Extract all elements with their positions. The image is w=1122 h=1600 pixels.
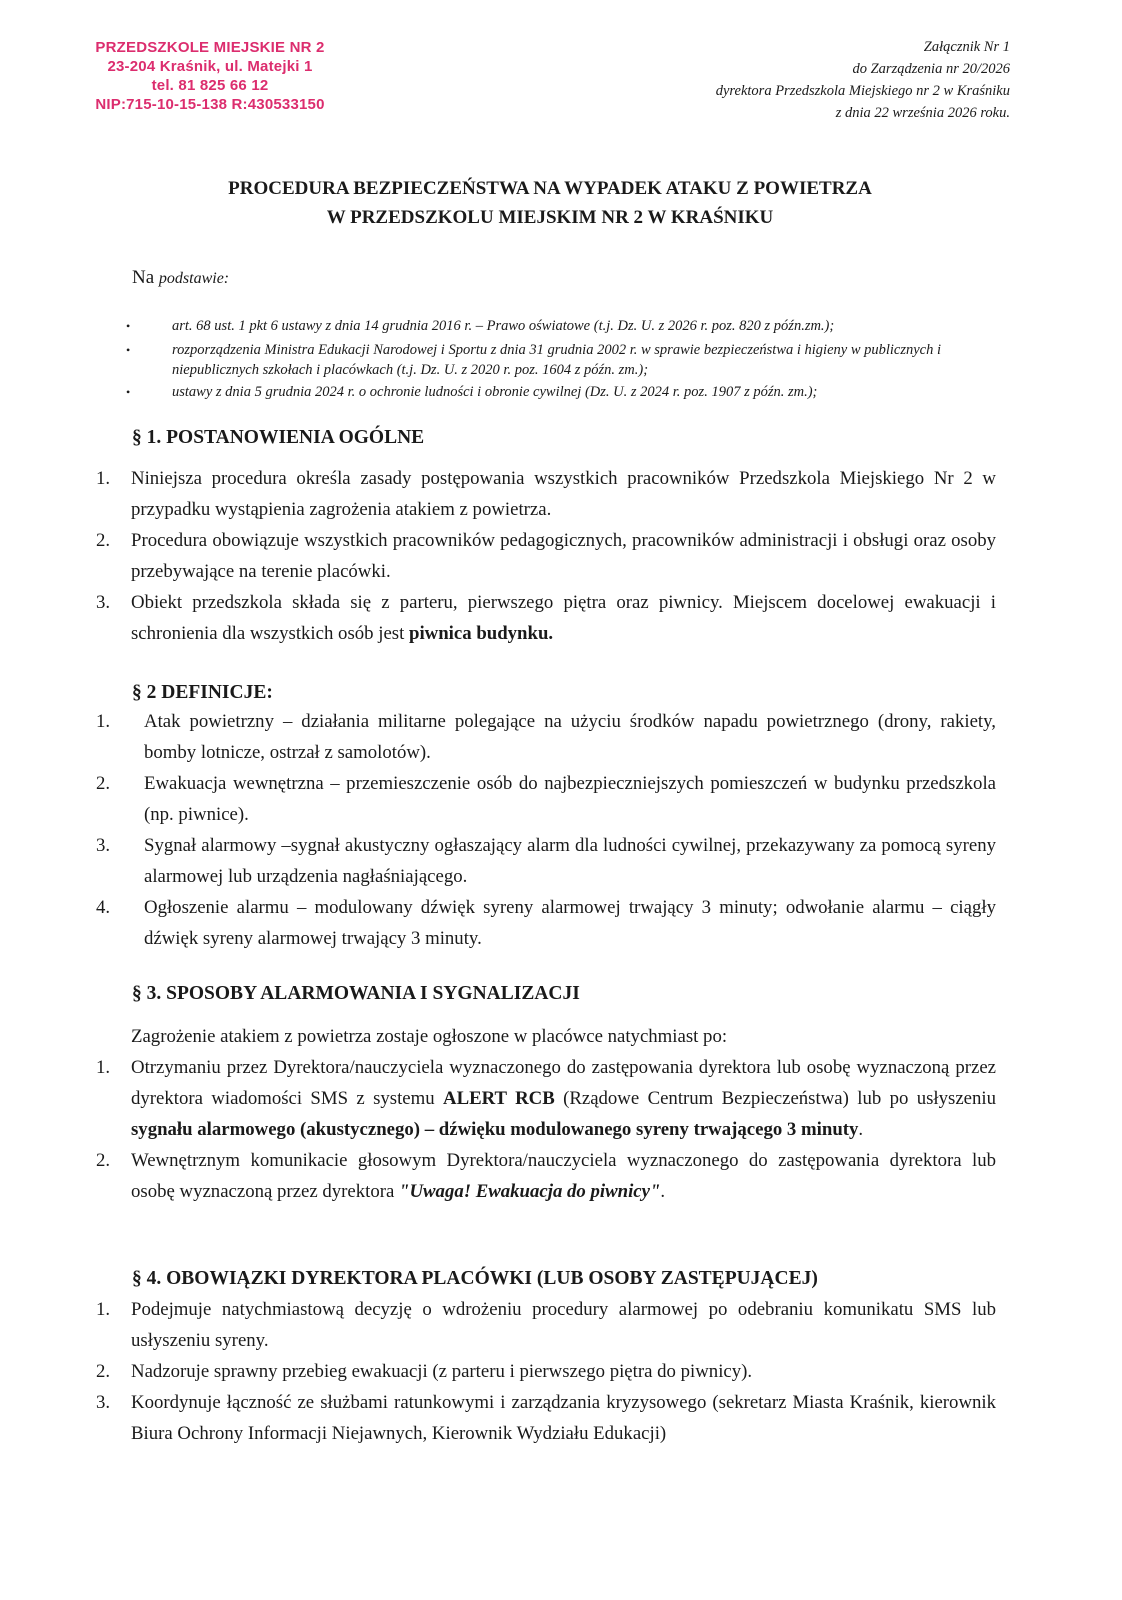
list-item — [96, 463, 996, 525]
list-item — [96, 1294, 996, 1356]
text-run: . — [858, 1119, 864, 1140]
item-number: 1. — [96, 1057, 111, 1078]
text-run: (Rządowe Centrum Bezpieczeństwa) lub po usłyszeniu — [554, 1088, 997, 1109]
item-number: 3. — [96, 835, 111, 856]
section-2-heading: § 2 DEFINICJE: — [132, 682, 273, 703]
item-number: 2. — [96, 773, 111, 794]
section-4-list — [96, 1294, 996, 1449]
list-item-text: Atak powietrzny – działania militarne polegające na użyciu środków napadu powietrznego (drony, rakiety, bomby lotnicze, ostrzał z samolotów). — [144, 711, 996, 763]
institution-stamp — [80, 38, 340, 114]
section-2-list — [96, 706, 996, 954]
annex-line: Załącznik Nr 1 — [923, 39, 1010, 55]
bold-text: sygnału alarmowego (akustycznego) – dźwięku modulowanego syreny trwającego 3 minuty — [131, 1119, 859, 1140]
legal-basis-label — [132, 267, 229, 289]
item-number: 4. — [96, 897, 111, 918]
stamp-line: PRZEDSZKOLE MIEJSKIE NR 2 — [95, 39, 325, 56]
list-item — [96, 1387, 996, 1449]
list-item — [96, 525, 996, 587]
section-3-list — [96, 1052, 996, 1207]
text-run: Otrzymaniu przez Dyrektora/nauczyciela wyznaczonego do zastępowania dyrektora lub osobę wyznaczoną przez dyrektora wiadomości SMS z systemu — [131, 1057, 996, 1109]
item-number: 2. — [96, 530, 111, 551]
stamp-line: NIP:715-10-15-138 R:430533150 — [95, 96, 325, 113]
bullet-marker: • — [126, 385, 131, 399]
list-item-text: Procedura obowiązuje wszystkich pracowników pedagogicznych, pracowników administracji i obsługi oraz osoby przebywające na terenie placówki. — [131, 530, 996, 582]
list-item-text: Ogłoszenie alarmu – modulowany dźwięk syreny alarmowej trwający 3 minuty; odwołanie alarmu – ciągły dźwięk syreny alarmowej trwający 3 minuty. — [144, 897, 996, 949]
title-line: W PRZEDSZKOLU MIEJSKIM NR 2 W KRAŚNIKU — [326, 207, 774, 228]
annex-note — [590, 36, 1010, 124]
bold-text: ALERT RCB — [443, 1088, 555, 1109]
list-item — [96, 1052, 996, 1145]
list-item — [96, 892, 996, 954]
list-item-text: Nadzoruje sprawny przebieg ewakuacji (z parteru i pierwszego piętra do piwnicy). — [131, 1361, 753, 1382]
legal-basis-list — [126, 316, 1006, 406]
annex-line: z dnia 22 września 2026 roku. — [835, 105, 1010, 121]
text-run: Wewnętrznym komunikacie głosowym Dyrektora/nauczyciela wyznaczonego do zastępowania dyrektora lub osobę wyznaczoną przez dyrektora — [131, 1150, 996, 1202]
list-item — [96, 1356, 996, 1387]
item-number: 1. — [96, 468, 111, 489]
basis-na: Na — [132, 267, 155, 288]
list-item — [96, 587, 996, 649]
list-item — [96, 706, 996, 768]
list-item — [96, 768, 996, 830]
bullet-marker: • — [126, 319, 131, 333]
section-3-heading: § 3. SPOSOBY ALARMOWANIA I SYGNALIZACJI — [132, 983, 580, 1004]
list-item — [96, 830, 996, 892]
list-item-text: Sygnał alarmowy –sygnał akustyczny ogłaszający alarm dla ludności cywilnej, przekazywany za pomocą syreny alarmowej lub urządzenia nagłaśniającego. — [144, 835, 996, 887]
list-item-text: art. 68 ust. 1 pkt 6 ustawy z dnia 14 grudnia 2016 r. – Prawo oświatowe (t.j. Dz. U. z 2026 r. poz. 820 z późn.zm.); — [172, 318, 835, 334]
item-number: 3. — [96, 592, 111, 613]
item-number: 3. — [96, 1392, 111, 1413]
list-item — [96, 1145, 996, 1207]
bold-italic-text: "Uwaga! Ewakuacja do piwnicy" — [399, 1181, 661, 1202]
item-number: 2. — [96, 1361, 111, 1382]
stamp-line: tel. 81 825 66 12 — [151, 77, 269, 94]
list-item — [126, 382, 1006, 402]
bullet-marker: • — [126, 343, 131, 357]
list-item — [126, 340, 1006, 380]
bold-text: piwnica budynku. — [409, 623, 554, 644]
list-item-text: Podejmuje natychmiastową decyzję o wdrożeniu procedury alarmowej po odebraniu komunikatu SMS lub usłyszeniu syreny. — [131, 1299, 996, 1351]
list-item-text — [131, 587, 996, 649]
section-1-list — [96, 463, 996, 649]
document-title — [120, 174, 980, 232]
list-item-text: Niniejsza procedura określa zasady postępowania wszystkich pracowników Przedszkola Miejskiego Nr 2 w przypadku wystąpienia zagrożenia atakiem z powietrza. — [131, 468, 996, 520]
list-item-text — [131, 1052, 996, 1145]
list-item-text: Ewakuacja wewnętrzna – przemieszczenie osób do najbezpieczniejszych pomieszczeń w budynku przedszkola (np. piwnice). — [144, 773, 996, 825]
item-number: 2. — [96, 1150, 111, 1171]
basis-podstawie: podstawie: — [158, 270, 230, 287]
title-line: PROCEDURA BEZPIECZEŃSTWA NA WYPADEK ATAKU Z POWIETRZA — [228, 178, 872, 199]
list-item — [126, 316, 1006, 336]
section-1-heading: § 1. POSTANOWIENIA OGÓLNE — [132, 427, 425, 448]
section-3-lead: Zagrożenie atakiem z powietrza zostaje ogłoszone w placówce natychmiast po: — [131, 1026, 728, 1047]
list-item-text: rozporządzenia Ministra Edukacji Narodowej i Sportu z dnia 31 grudnia 2002 r. w sprawie bezpieczeństwa i higieny w publicznych i niepublicznych szkołach i placówkach (t.j. Dz. U. z 2020 r. poz. 1604 z późn. zm.); — [172, 342, 942, 378]
stamp-line: 23-204 Kraśnik, ul. Matejki 1 — [107, 58, 313, 75]
item-number: 1. — [96, 711, 111, 732]
section-4-heading: § 4. OBOWIĄZKI DYREKTORA PLACÓWKI (LUB OSOBY ZASTĘPUJĄCEJ) — [132, 1268, 818, 1289]
text-run: . — [660, 1181, 666, 1202]
text-run: Obiekt przedszkola składa się z parteru, pierwszego piętra oraz piwnicy. Miejscem docelowej ewakuacji i schronienia dla wszystkich osób jest — [131, 592, 996, 644]
annex-line: dyrektora Przedszkola Miejskiego nr 2 w Kraśniku — [715, 83, 1010, 99]
list-item-text — [131, 1145, 996, 1207]
list-item-text: ustawy z dnia 5 grudnia 2024 r. o ochronie ludności i obronie cywilnej (Dz. U. z 2024 r. poz. 1907 z późn. zm.); — [172, 384, 818, 400]
list-item-text: Koordynuje łączność ze służbami ratunkowymi i zarządzania kryzysowego (sekretarz Miasta Kraśnik, kierownik Biura Ochrony Informacji Niejawnych, Kierownik Wydziału Edukacji) — [131, 1392, 996, 1444]
annex-line: do Zarządzenia nr 20/2026 — [852, 61, 1010, 77]
item-number: 1. — [96, 1299, 111, 1320]
